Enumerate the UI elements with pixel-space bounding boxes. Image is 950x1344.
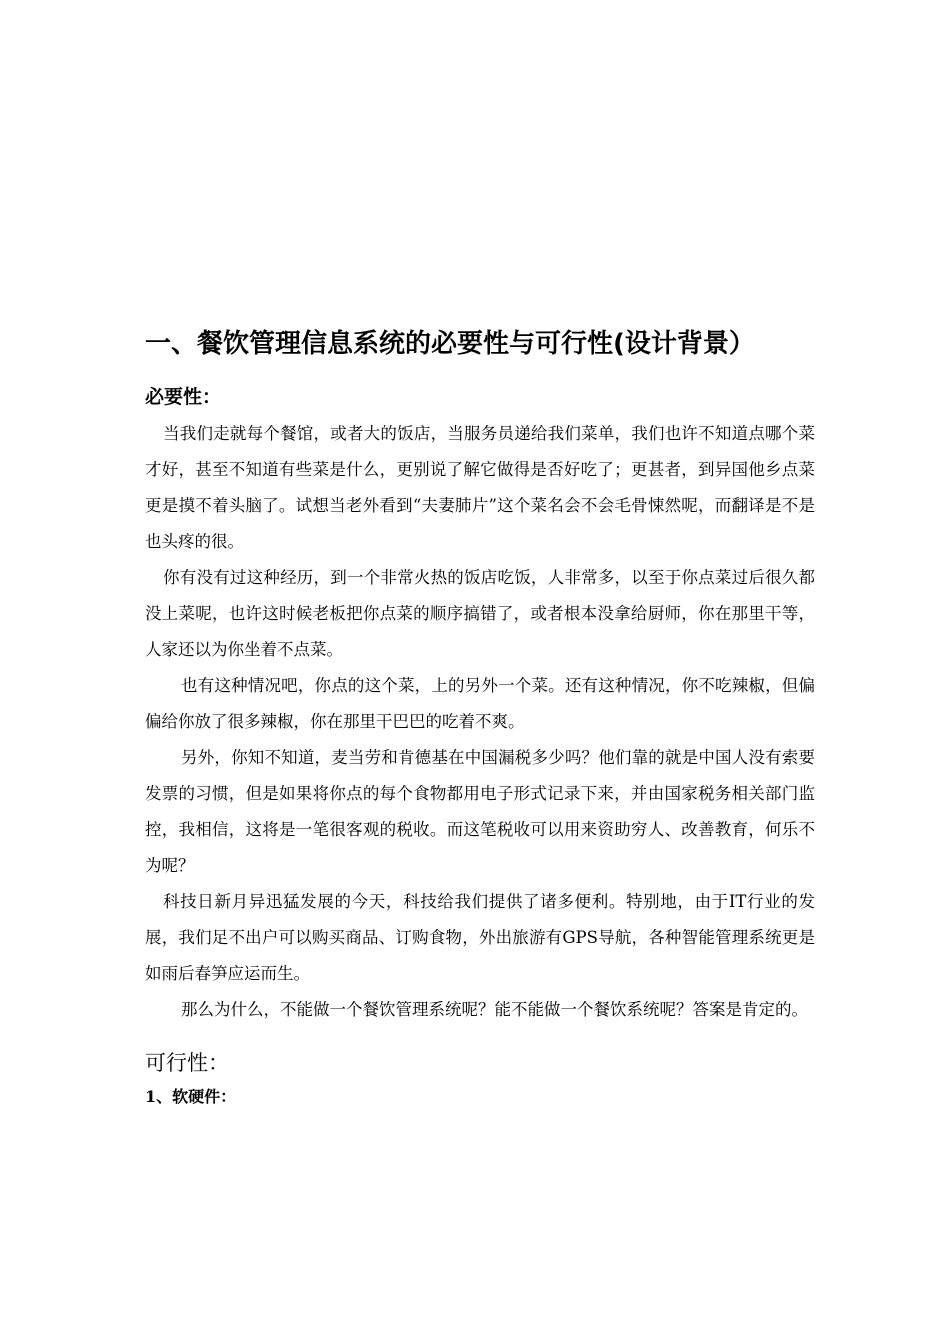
feasibility-title: 可行性： (145, 1051, 229, 1075)
necessity-paragraph-1: 当我们走就每个餐馆，或者大的饭店，当服务员递给我们菜单，我们也许不知道点哪个菜才好，甚至不知道有些菜是什么，更别说了解它做得是否好吃了；更甚者，到异国他乡点菜更是摸不着头脑了。试想当老外看到“夫妻肺片”这个菜名会不会毛骨悚然呢，而翻译是不是也头疼的很。 (145, 424, 815, 551)
document-page (145, 318, 815, 1112)
necessity-paragraph-5: 科技日新月异迅猛发展的今天，科技给我们提供了诸多便利。特别地，由于IT行业的发展，我们足不出户可以购买商品、订购食物，外出旅游有GPS导航，各种智能管理系统更是如雨后春笋应运而生。 (145, 892, 815, 983)
necessity-paragraph-6: 那么为什么，不能做一个餐饮管理系统呢？能不能做一个餐饮系统呢？答案是肯定的。 (181, 1000, 808, 1019)
necessity-paragraph-4: 另外，你知不知道，麦当劳和肯德基在中国漏税多少吗？他们靠的就是中国人没有索要发票的习惯，但是如果将你点的每个食物都用电子形式记录下来，并由国家税务相关部门监控，我相信，这将是一笔很客观的税收。而这笔税收可以用来资助穷人、改善教育，何乐不为呢？ (145, 748, 815, 875)
section-heading: 一、餐饮管理信息系统的必要性与可行性(设计背景） (145, 329, 755, 359)
necessity-paragraph-3: 也有这种情况吧，你点的这个菜，上的另外一个菜。还有这种情况，你不吃辣椒，但偏偏给你放了很多辣椒，你在那里干巴巴的吃着不爽。 (145, 676, 815, 731)
necessity-title: 必要性： (145, 386, 222, 408)
feasibility-subheading-1: 1、软硬件： (145, 1087, 237, 1106)
necessity-paragraph-2: 你有没有过这种经历，到一个非常火热的饭店吃饭，人非常多，以至于你点菜过后很久都没上菜呢，也许这时候老板把你点菜的顺序搞错了，或者根本没拿给厨师，你在那里干等，人家还以为你坐着不点菜。 (145, 568, 815, 659)
